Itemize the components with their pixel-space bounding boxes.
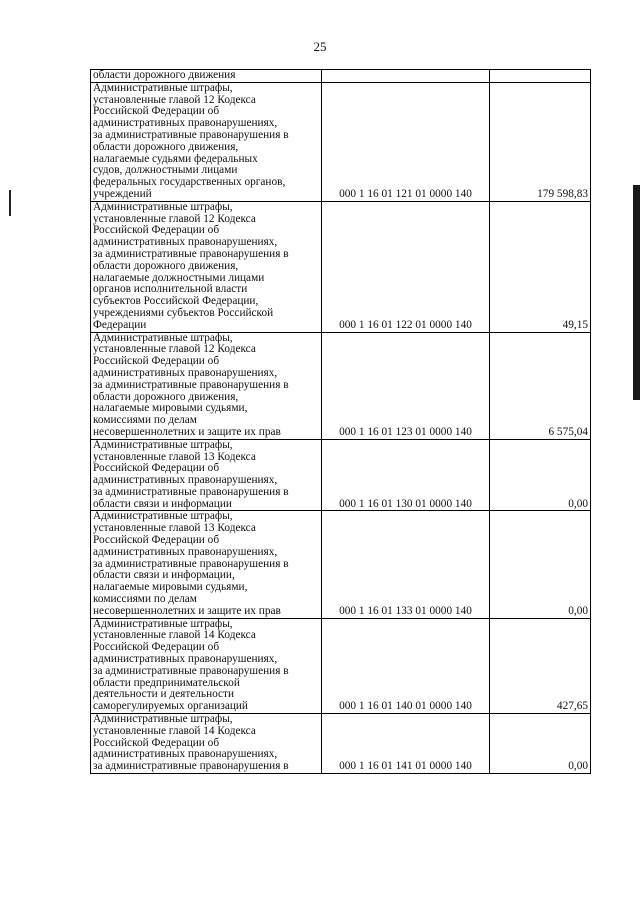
row-name-cell [91, 82, 322, 201]
row-name-cell [91, 201, 322, 332]
row-name: Административные штрафы, установленные главой 12 Кодекса Российской Федерации об административных правонарушениях, за административные правонарушения в области дорожного движения, налагаемые мировыми судьями, комиссиями по делам несовершеннолетних и защите их прав [93, 331, 289, 438]
row-name-cell [91, 618, 322, 713]
row-name: Административные штрафы, установленные главой 13 Кодекса Российской Федерации об административных правонарушениях, за административные правонарушения в области связи и информации, налагаемые мировыми судьями, комиссиями по делам несовершеннолетних и защите их прав [93, 510, 289, 617]
row-code: 000 1 16 01 122 01 0000 140 [322, 201, 490, 332]
table-row [91, 439, 591, 511]
row-amount: 6 575,04 [490, 332, 591, 439]
row-name-cell [91, 511, 322, 618]
row-code: 000 1 16 01 133 01 0000 140 [322, 511, 490, 618]
row-name: Административные штрафы, установленные главой 13 Кодекса Российской Федерации об административных правонарушениях, за административные правонарушения в области связи и информации [93, 438, 289, 510]
row-code: 000 1 16 01 141 01 0000 140 [322, 714, 490, 774]
row-name-cell [91, 70, 322, 83]
scan-binding-bar [633, 185, 640, 400]
row-name-cell [91, 332, 322, 439]
row-code: 000 1 16 01 123 01 0000 140 [322, 332, 490, 439]
page-number: 25 [313, 39, 327, 54]
table-row [91, 511, 591, 618]
row-amount: 49,15 [490, 201, 591, 332]
scan-edge-mark [9, 190, 11, 216]
row-amount: 0,00 [490, 439, 591, 511]
row-amount: 0,00 [490, 511, 591, 618]
budget-table [90, 69, 591, 774]
row-name: Административные штрафы, установленные главой 14 Кодекса Российской Федерации об административных правонарушениях, за административные правонарушения в [93, 713, 289, 773]
row-amount [490, 70, 591, 83]
row-amount: 179 598,83 [490, 82, 591, 201]
table-row [91, 714, 591, 774]
table-row [91, 70, 591, 83]
row-code: 000 1 16 01 130 01 0000 140 [322, 439, 490, 511]
row-code: 000 1 16 01 121 01 0000 140 [322, 82, 490, 201]
row-name: Административные штрафы, установленные главой 12 Кодекса Российской Федерации об административных правонарушениях, за административные правонарушения в области дорожного движения, налагаемые должностными лицами органов исполнительной власти субъектов Российской Федерации, учреждениями субъектов Российской Федерации [93, 200, 289, 331]
row-amount: 427,65 [490, 618, 591, 713]
row-name-cell [91, 439, 322, 511]
table-row [91, 201, 591, 332]
row-code [322, 70, 490, 83]
table-row [91, 618, 591, 713]
table-row [91, 82, 591, 201]
row-amount: 0,00 [490, 714, 591, 774]
row-name-cell [91, 714, 322, 774]
table-row [91, 332, 591, 439]
row-name: области дорожного движения [93, 69, 236, 81]
row-name: Административные штрафы, установленные главой 14 Кодекса Российской Федерации об административных правонарушениях, за административные правонарушения в области предпринимательской деятельности и деятельности саморегулируемых организаций [93, 617, 289, 713]
row-name: Административные штрафы, установленные главой 12 Кодекса Российской Федерации об административных правонарушениях, за административные правонарушения в области дорожного движения, налагаемые судьями федеральных судов, должностными лицами федеральных государственных органов, учреждений [93, 81, 289, 200]
row-code: 000 1 16 01 140 01 0000 140 [322, 618, 490, 713]
